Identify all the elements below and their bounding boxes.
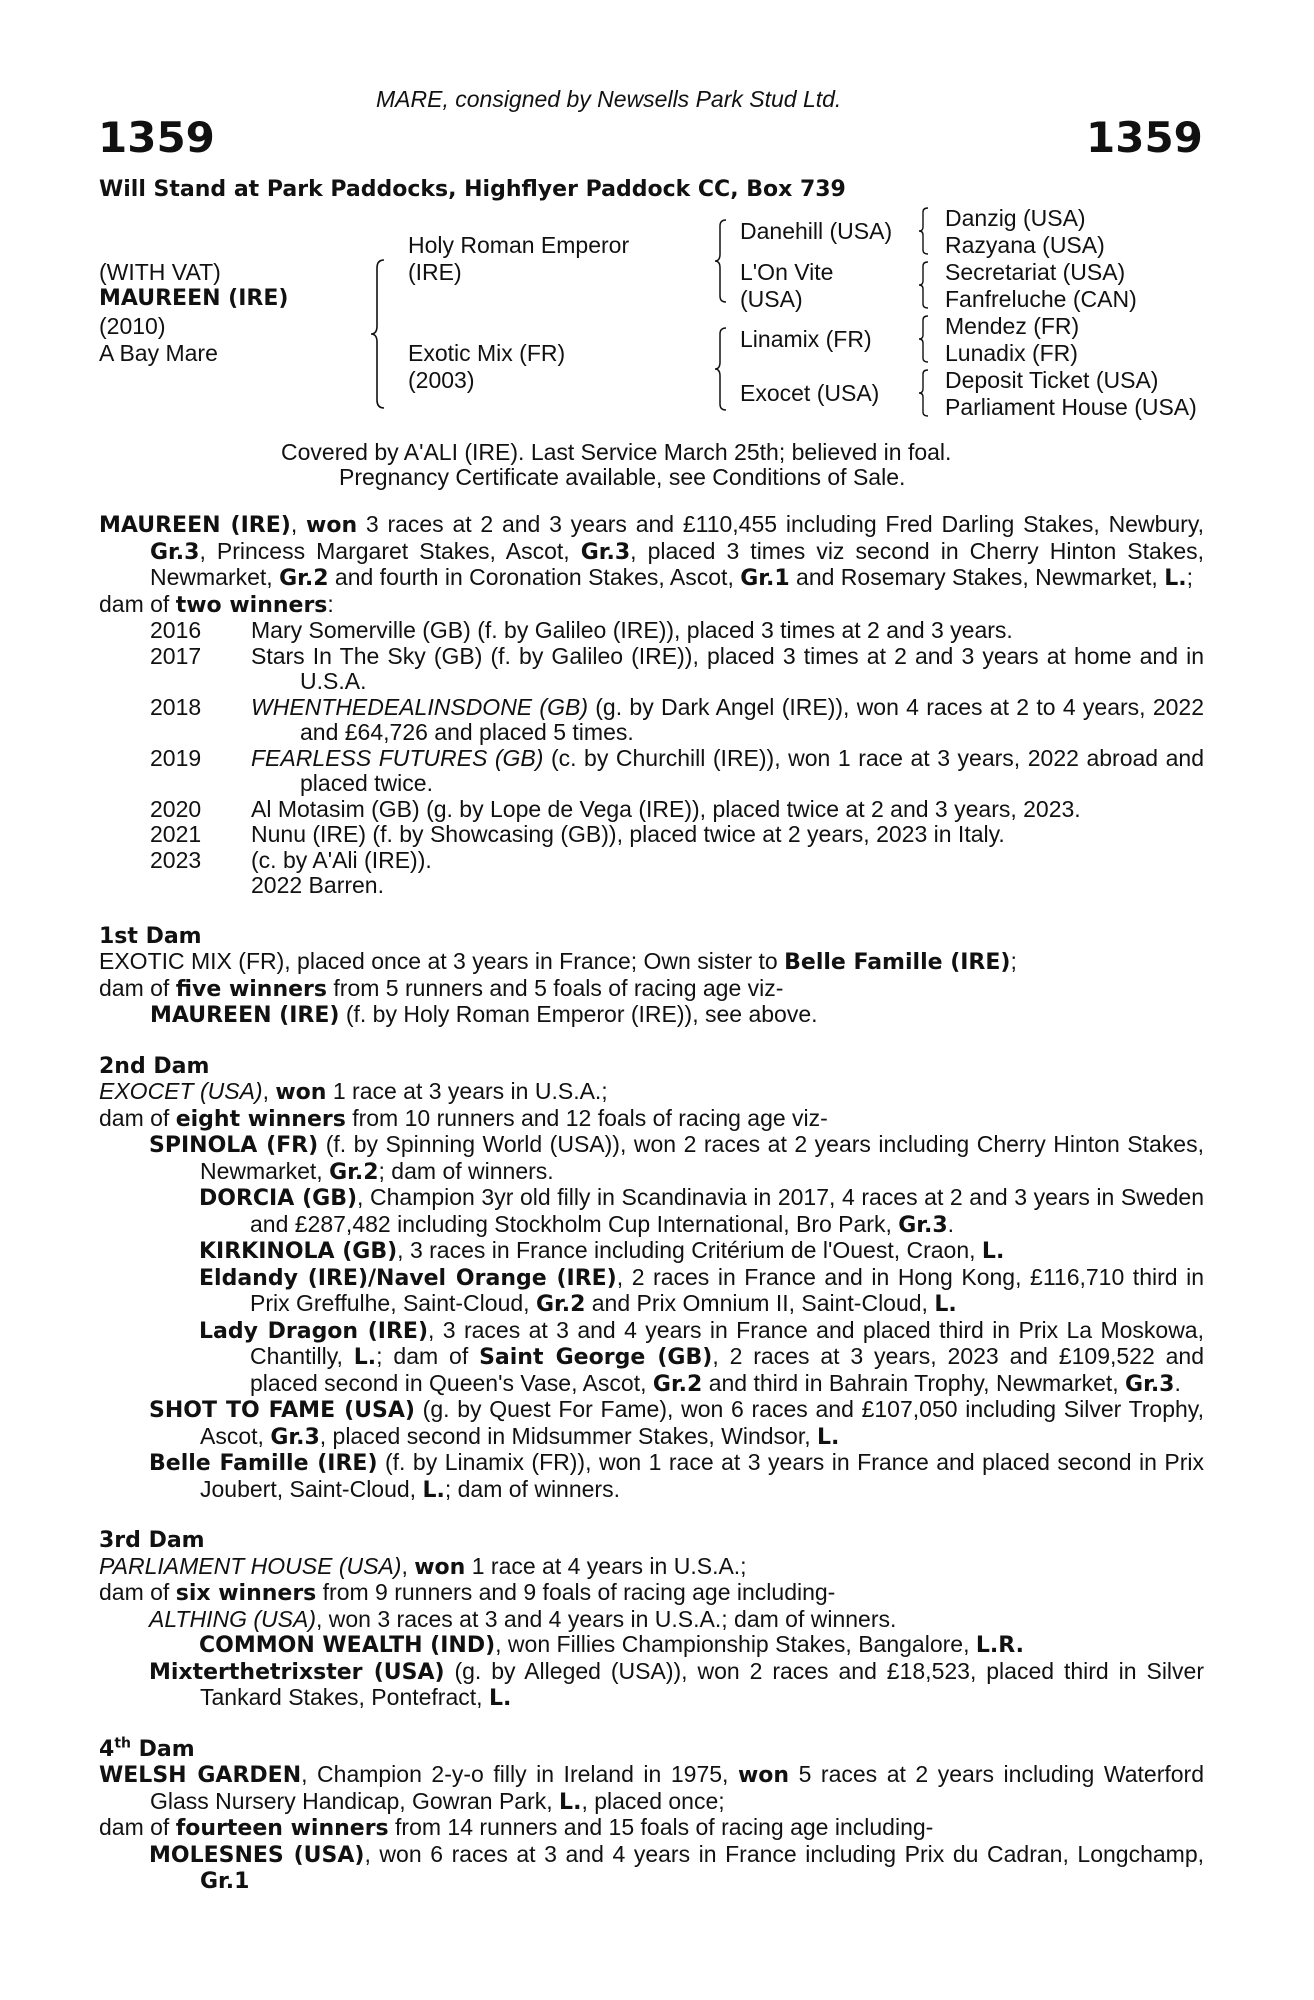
- progeny-row: 2023 (c. by A'Ali (IRE)).: [150, 846, 432, 873]
- third-dam-heading: 3rd Dam: [99, 1528, 205, 1553]
- catalogue-body: [99, 512, 1204, 1895]
- dam-name: Exotic Mix (FR): [408, 340, 566, 366]
- covering-note: Covered by A'ALI (IRE). Last Service March 25th; believed in foal.: [281, 439, 952, 465]
- produce-althing: ALTHING (USA), won 3 races at 3 and 4 years in U.S.A.; dam of winners.: [149, 1605, 897, 1632]
- bracket-ds: [918, 314, 934, 366]
- progeny-list: [99, 618, 1204, 899]
- produce-mixterthetrixster: Mixterthetrixster (USA) (g. by Alleged (USA)), won 2 races and £18,523, placed third in Silver Tankard Stakes, Pontefract, L.: [149, 1657, 1204, 1711]
- sire-dam-country: (USA): [740, 286, 803, 312]
- second-dam-line: EXOCET (USA), won 1 race at 3 years in U.S.A.;: [99, 1078, 608, 1105]
- third-dam-line: PARLIAMENT HOUSE (USA), won 1 race at 4 years in U.S.A.;: [99, 1552, 747, 1580]
- progeny-row: 2021 Nunu (IRE) (f. by Showcasing (GB)), placed twice at 2 years, 2023 in Italy.: [150, 821, 1005, 847]
- dam-dam-sire: Deposit Ticket (USA): [945, 367, 1159, 393]
- fourth-dam-heading: 4th Dam: [99, 1735, 195, 1762]
- pregnancy-note: Pregnancy Certificate available, see Conditions of Sale.: [339, 464, 906, 490]
- sire-sire-dam: Razyana (USA): [945, 232, 1105, 258]
- produce-kirkinola: KIRKINOLA (GB), 3 races in France including Critérium de l'Ouest, Craon, L.: [199, 1237, 1005, 1264]
- produce-belle-famille: Belle Famille (IRE) (f. by Linamix (FR)), won 1 race at 3 years in France and placed second in Prix Joubert, Saint-Cloud, L.; dam of winners.: [149, 1449, 1204, 1503]
- mare-summary: MAUREEN (IRE), won 3 races at 2 and 3 years and £110,455 including Fred Darling Stakes, Newbury, Gr.3, Princess Margaret Stakes, Ascot, Gr.3, placed 3 times viz second in Cherry Hinton Stakes, Newmarket, Gr.2 and fourth in Coronation Stakes, Ascot, Gr.1 and Rosemary Stakes, Newmarket, L.;: [99, 511, 1204, 591]
- bracket-sd: [918, 260, 934, 312]
- foaling-year: (2010): [99, 313, 166, 339]
- first-dam-produce: MAUREEN (IRE) (f. by Holy Roman Emperor (IRE)), see above.: [150, 1001, 818, 1028]
- first-dam-line: EXOTIC MIX (FR), placed once at 3 years in France; Own sister to Belle Famille (IRE);: [99, 948, 1017, 975]
- third-dam-dam-of: dam of six winners from 9 runners and 9 foals of racing age including-: [99, 1579, 836, 1606]
- progeny-barren: 2022 Barren.: [251, 872, 384, 898]
- produce-molesnes: MOLESNES (USA), won 6 races at 3 and 4 years in France including Prix du Cadran, Longchamp, Gr.1: [149, 1840, 1204, 1894]
- produce-lady-dragon: Lady Dragon (IRE), 3 races at 3 and 4 years in France and placed third in Prix La Moskowa, Chantilly, L.; dam of Saint George (GB), 2 races at 3 years, 2023 and £109,522 and placed second in Queen's Vase, Ascot, Gr.2 and third in Bahrain Trophy, Newmarket, Gr.3.: [199, 1316, 1205, 1397]
- sire-name: Holy Roman Emperor: [408, 232, 630, 258]
- produce-shot-to-fame: SHOT TO FAME (USA) (g. by Quest For Fame), won 6 races and £107,050 including Silver Trophy, Ascot, Gr.3, placed second in Midsummer Stakes, Windsor, L.: [149, 1396, 1204, 1450]
- dam-year: (2003): [408, 367, 475, 393]
- dam-dam: Exocet (USA): [740, 380, 880, 406]
- fourth-dam-line: WELSH GARDEN, Champion 2-y-o filly in Ireland in 1975, won 5 races at 2 years including Waterford Glass Nursery Handicap, Gowran Park, L., placed once;: [99, 1761, 1204, 1815]
- sire-dam-dam: Fanfreluche (CAN): [945, 286, 1137, 312]
- sire-dam-name: L'On Vite: [740, 259, 834, 285]
- second-dam-heading: 2nd Dam: [99, 1053, 210, 1079]
- produce-dorcia: DORCIA (GB), Champion 3yr old filly in Scandinavia in 2017, 4 races at 2 and 3 years in Sweden and £287,482 including Stockholm Cup International, Bro Park, Gr.3.: [199, 1184, 1204, 1238]
- dam-sire-sire: Mendez (FR): [945, 313, 1080, 339]
- vat-note: (WITH VAT): [99, 259, 221, 285]
- progeny-row: 2020 Al Motasim (GB) (g. by Lope de Vega (IRE)), placed twice at 2 and 3 years, 2023.: [150, 795, 1081, 822]
- sire-sire-sire: Danzig (USA): [945, 205, 1086, 231]
- fourth-dam-dam-of: dam of fourteen winners from 14 runners and 15 foals of racing age including-: [99, 1814, 934, 1841]
- stabling-location: Will Stand at Park Paddocks, Highflyer Paddock CC, Box 739: [99, 177, 846, 202]
- first-dam-dam-of: dam of five winners from 5 runners and 5 foals of racing age viz-: [99, 974, 784, 1002]
- pedigree-bracket-sire: [714, 218, 734, 304]
- sire-sire: Danehill (USA): [740, 218, 893, 244]
- lot-number-right: 1359: [1086, 113, 1203, 162]
- dam-sire: Linamix (FR): [740, 326, 872, 352]
- dam-dam-dam: Parliament House (USA): [945, 394, 1197, 420]
- progeny-row: 2019 FEARLESS FUTURES (GB) (c. by Churchill (IRE)), won 1 race at 3 years, 2022 abroad and placed twice.: [150, 744, 1204, 796]
- pedigree-bracket-main: [370, 258, 394, 410]
- produce-spinola: SPINOLA (FR) (f. by Spinning World (USA)), won 2 races at 2 years including Cherry Hinton Stakes, Newmarket, Gr.2; dam of winners.: [149, 1131, 1204, 1185]
- bracket-ss: [918, 206, 934, 258]
- horse-name: MAUREEN (IRE): [99, 286, 289, 311]
- sire-country: (IRE): [408, 259, 462, 285]
- pedigree-bracket-dam: [714, 326, 734, 412]
- bracket-dd: [918, 368, 934, 420]
- progeny-row: 2017 Stars In The Sky (GB) (f. by Galileo (IRE)), placed 3 times at 2 and 3 years at home and in U.S.A.: [150, 642, 1204, 694]
- lot-number-left: 1359: [98, 113, 215, 162]
- progeny-row: 2018 WHENTHEDEALINSDONE (GB) (g. by Dark Angel (IRE)), won 4 races at 2 to 4 years, 2022 and £64,726 and placed 5 times.: [150, 693, 1204, 745]
- produce-eldandy: Eldandy (IRE)/Navel Orange (IRE), 2 races in France and in Hong Kong, £116,710 third in Prix Greffulhe, Saint-Cloud, Gr.2 and Prix Omnium II, Saint-Cloud, L.: [199, 1263, 1204, 1317]
- produce-common-wealth: COMMON WEALTH (IND), won Fillies Championship Stakes, Bangalore, L.R.: [199, 1631, 1024, 1658]
- progeny-row: 2016 Mary Somerville (GB) (f. by Galileo (IRE)), placed 3 times at 2 and 3 years.: [150, 617, 1013, 643]
- first-dam-heading: 1st Dam: [99, 923, 202, 949]
- second-dam-dam-of: dam of eight winners from 10 runners and 12 foals of racing age viz-: [99, 1104, 828, 1132]
- horse-description: A Bay Mare: [99, 340, 218, 366]
- dam-sire-dam: Lunadix (FR): [945, 340, 1078, 366]
- mare-dam-of: dam of two winners:: [99, 590, 334, 618]
- sire-dam-sire: Secretariat (USA): [945, 259, 1126, 285]
- consignor-line: MARE, consigned by Newsells Park Stud Ltd.: [376, 86, 842, 112]
